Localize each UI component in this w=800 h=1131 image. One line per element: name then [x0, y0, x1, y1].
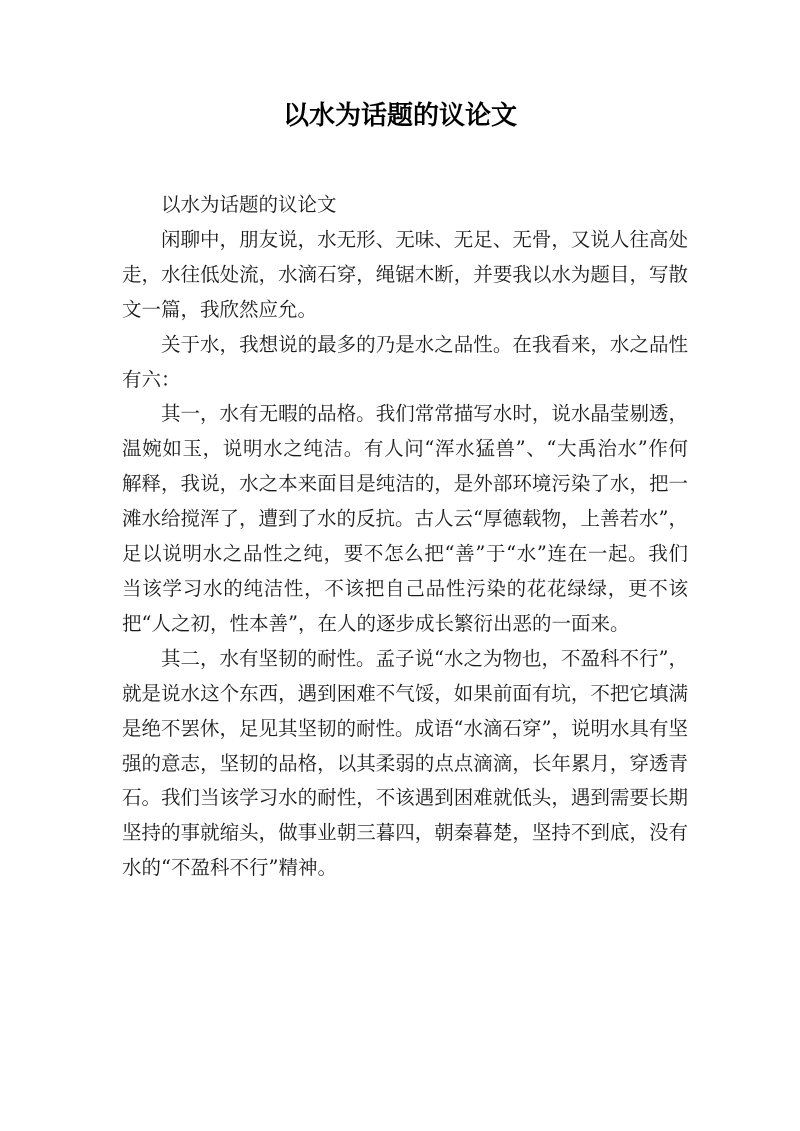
paragraph-intro: 闲聊中，朋友说，水无形、无味、无足、无骨，又说人往高处走，水往低处流，水滴石穿，绳锯木断，并要我以水为题目，写散文一篇，我欣然应允。 — [122, 227, 688, 321]
paragraph-point-two: 其二，水有坚韧的耐性。孟子说“水之为物也，不盈科不行”，就是说水这个东西，遇到困难不气馁，如果前面有坑，不把它填满是绝不罢休，足见其坚韧的耐性。成语“水滴石穿”，说明水具有坚强的意志，坚韧的品格，以其柔弱的点点滴滴，长年累月，穿透青石。我们当该学习水的耐性，不该遇到困难就低头，遇到需要长期坚持的事就缩头，做事业朝三暮四，朝秦暮楚，坚持不到底，没有水的“不盈科不行”精神。 — [122, 646, 688, 880]
document-title: 以水为话题的议论文 — [282, 101, 517, 131]
document-body — [122, 188, 688, 886]
paragraph-subtitle: 以水为话题的议论文 — [161, 193, 337, 216]
paragraph-point-one: 其一，水有无暇的品格。我们常常描写水时，说水晶莹剔透，温婉如玉，说明水之纯洁。有人问“浑水猛兽”、“大禹治水”作何解释，我说，水之本来面目是纯洁的，是外部环境污染了水，把一滩水给搅浑了，遭到了水的反抗。古人云“厚德载物，上善若水”，足以说明水之品性之纯，要不怎么把“善”于“水”连在一起。我们当该学习水的纯洁性，不该把自己品性污染的花花绿绿，更不该把“人之初，性本善”，在人的逐步成长繁衍出恶的一面来。 — [122, 402, 688, 635]
paragraph-water-nature: 关于水，我想说的最多的乃是水之品性。在我看来，水之品性有六： — [122, 332, 688, 391]
